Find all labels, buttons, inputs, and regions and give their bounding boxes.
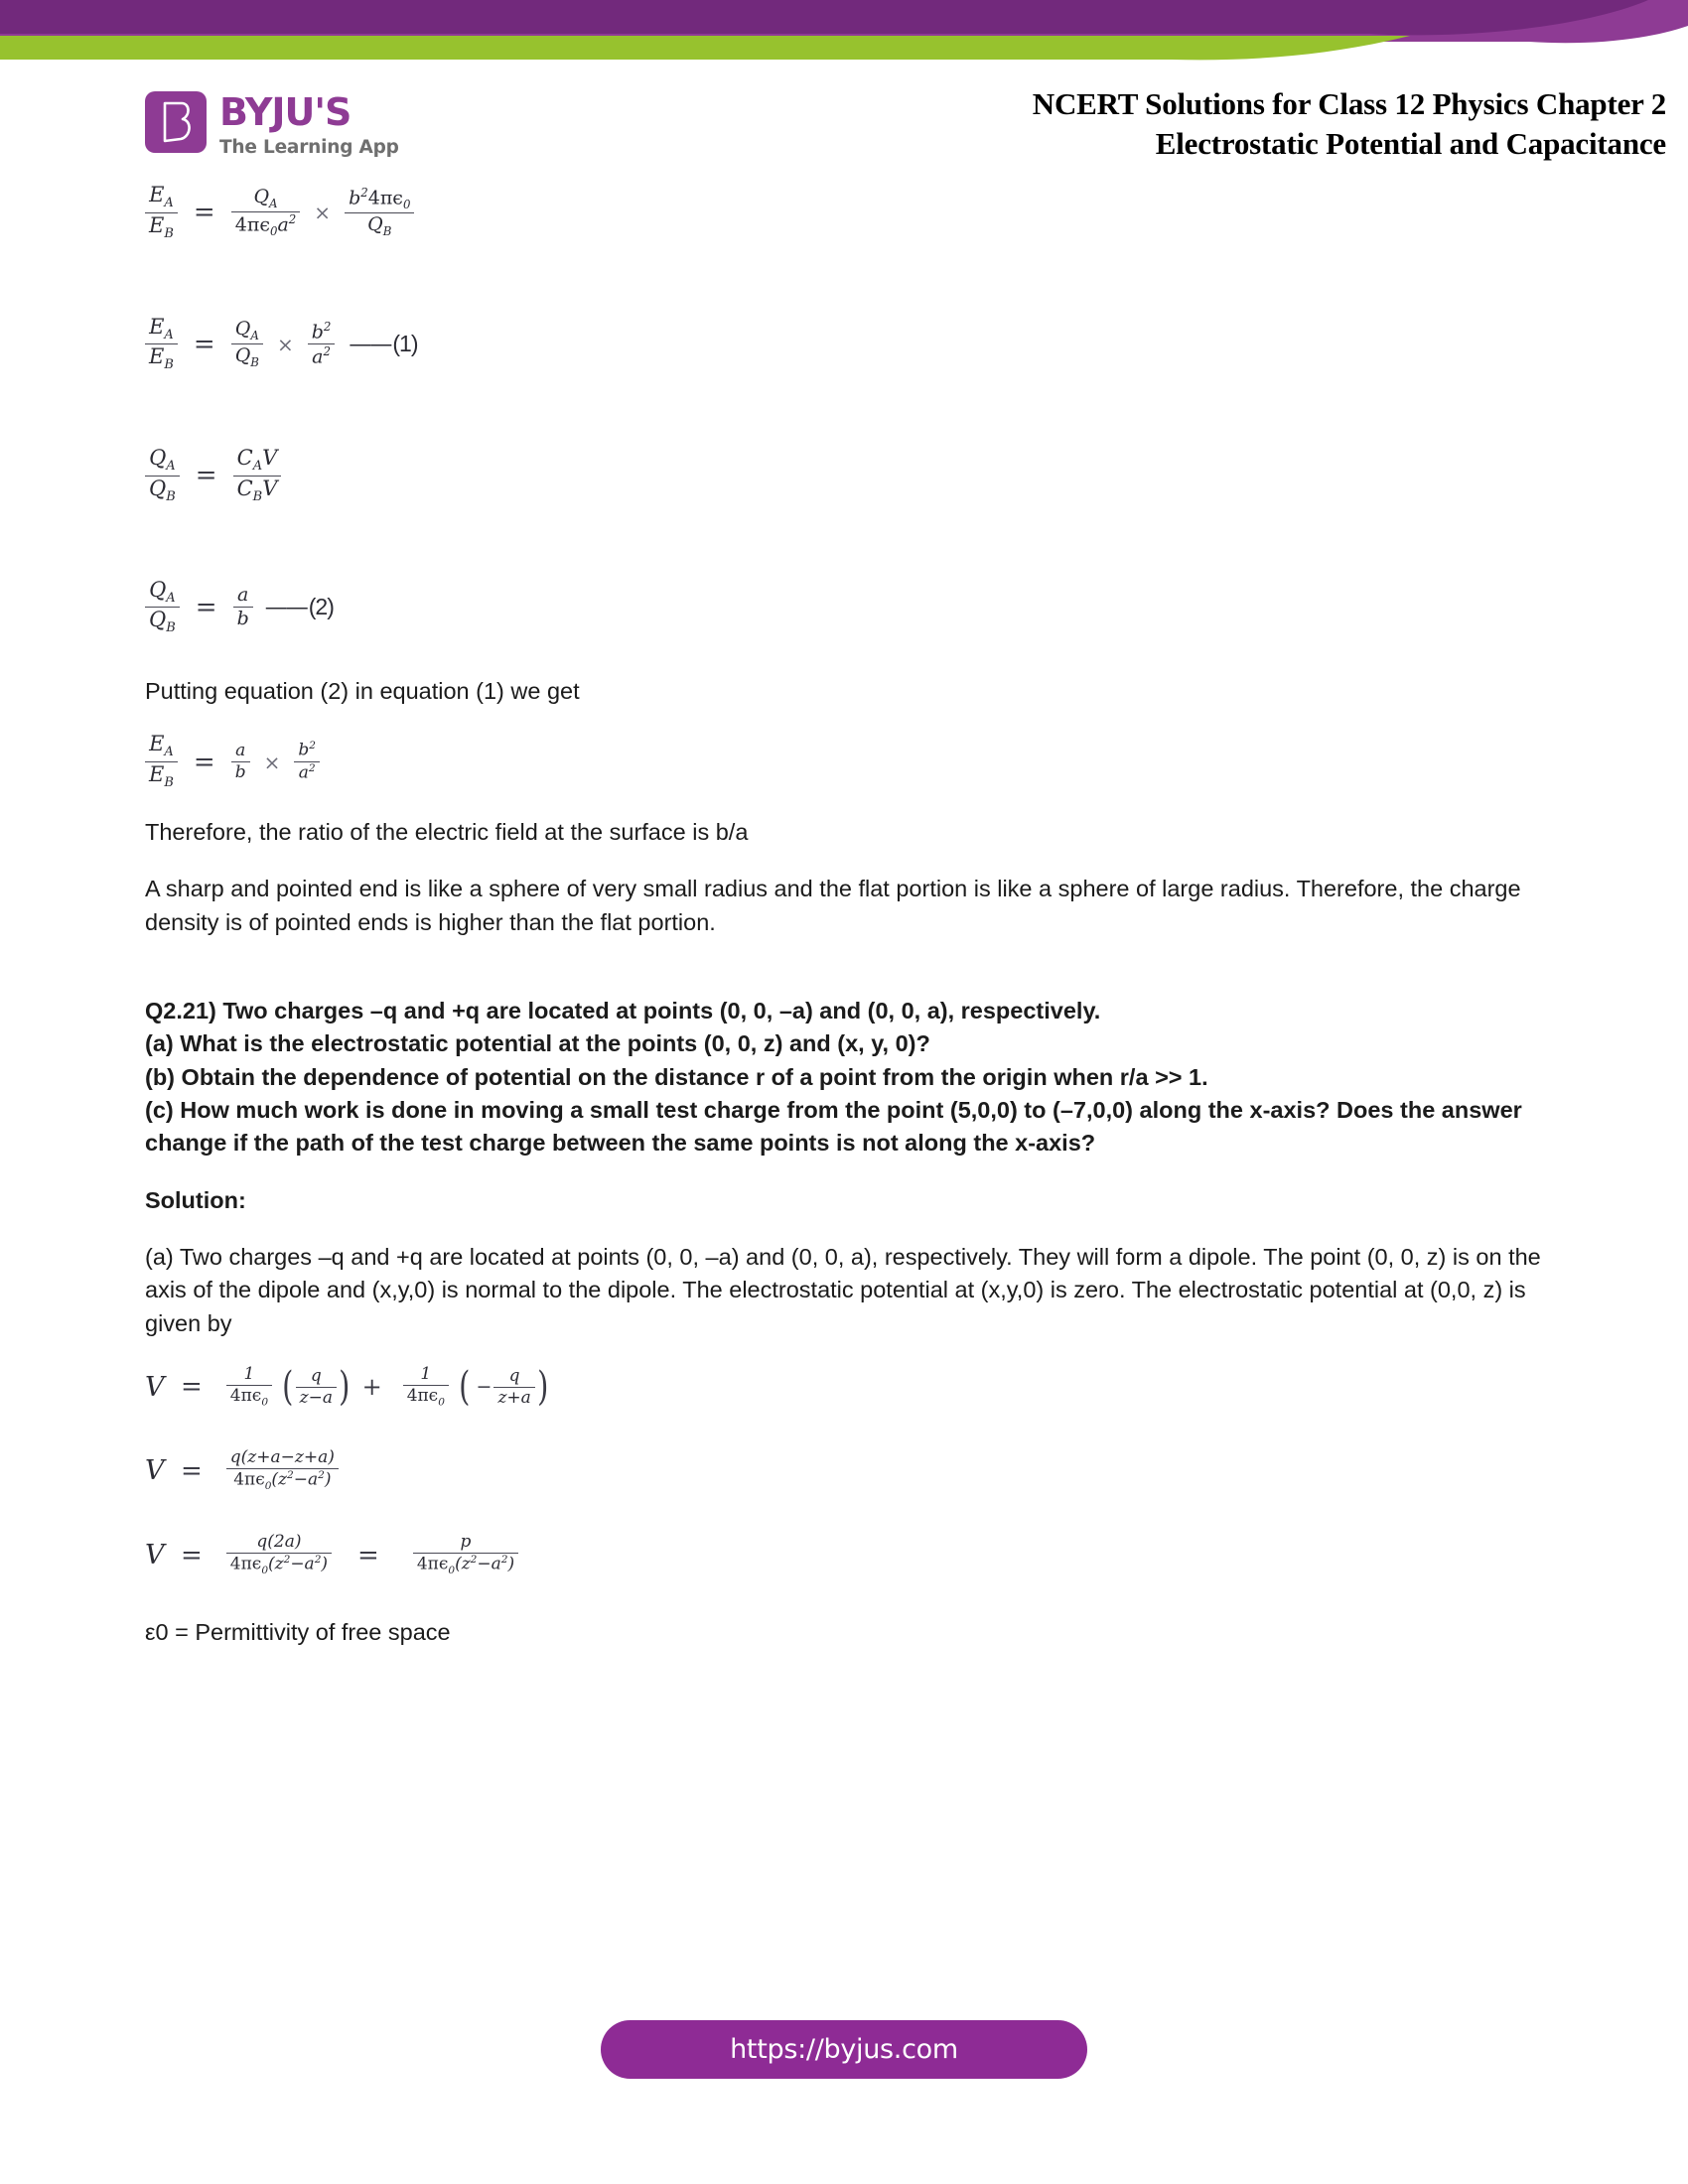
equation-2-tag: (2)	[308, 594, 334, 620]
equation-final-ratio: $\frac{E_A}{E_B}$ = $\frac{a}{b}$ × $\frac{b^2}{a^2}$	[145, 732, 1545, 792]
logo-tagline: The Learning App	[219, 137, 399, 158]
banner-shapes	[0, 0, 1688, 64]
banner-green-bar	[0, 36, 1410, 60]
byjus-logo	[145, 91, 399, 158]
logo-wordmark: BYJU'S	[219, 90, 352, 134]
equation-2-dashes: ——	[264, 594, 307, 620]
sharp-pointed-text: A sharp and pointed end is like a sphere of very small radius and the flat portion is like a sphere of large radius. Therefore, the charge density is of pointed ends is higher than the flat portion.	[145, 876, 1521, 935]
equation-charge-capacitance: $\frac{Q_A}{Q_B}$ = $\frac{C_AV}{C_BV}$	[145, 446, 1545, 506]
document-body	[145, 183, 1545, 1650]
equation-1: $\frac{E_A}{E_B}$ = $\frac{Q_A}{Q_B}$ × $\frac{b^2}{a^2}$ —— (1)	[145, 315, 1545, 375]
page-footer	[0, 2020, 1688, 2079]
permittivity-note: ε0 = Permittivity of free space	[145, 1619, 451, 1646]
question-line-4: (c) How much work is done in moving a small test charge from the point (5,0,0) to (–7,0,0) along the x-axis? Does the answer change if the path of the test charge between the same points is not along the x-axis?	[145, 1097, 1522, 1157]
banner-purple-front	[0, 0, 1648, 35]
equation-potential-2: V = $\frac{q(z+a-z+a)}{4\pi\epsilon_0(z^2-a^2)}$	[145, 1447, 1545, 1494]
therefore-ratio-text: Therefore, the ratio of the electric field at the surface is b/a	[145, 818, 749, 845]
question-line-3: (b) Obtain the dependence of potential on the distance r of a point from the origin when r/a >> 1.	[145, 1063, 1208, 1090]
equation-1-tag: (1)	[392, 331, 418, 357]
equation-potential-1: V = $\frac{1}{4\pi\epsilon_0}$ ( $\frac{q}{z-a}$ ) + $\frac{1}{4\pi\epsilon_0}$ ( − $\frac{q}{z+a}$ )	[145, 1364, 549, 1411]
page-header	[0, 64, 1688, 183]
question-block	[145, 995, 1545, 1160]
byjus-url-button[interactable]: https://byjus.com	[601, 2020, 1087, 2079]
equation-field-ratio-full: $\frac{E_A}{E_B}$ = $\frac{Q_A}{4\pi\epsilon_0a^2}$ × $\frac{b^24\pi\epsilon_0}{Q_B}$	[145, 183, 1545, 243]
top-banner	[0, 0, 1688, 64]
equation-potential-3: V = $\frac{q(2a)}{4\pi\epsilon_0(z^2-a^2)}$ = $\frac{p}{4\pi\epsilon_0(z^2-a^2)}$	[145, 1532, 1545, 1578]
solution-label: Solution:	[145, 1186, 246, 1213]
byjus-logo-mark-icon	[145, 91, 207, 153]
page-title	[1033, 84, 1666, 163]
solution-part-a-text: (a) Two charges –q and +q are located at points (0, 0, –a) and (0, 0, a), respectively. They will form a dipole. The point (0, 0, z) is on the axis of the dipole and (x,y,0) is normal to the dipole. The electrostatic potential at (x,y,0) is zero. The electrostatic potential at (0,0, z) is given by	[145, 1244, 1541, 1336]
question-line-2: (a) What is the electrostatic potential at the points (0, 0, z) and (x, y, 0)?	[145, 1030, 930, 1057]
equation-1-dashes: ——	[349, 331, 391, 357]
equation-2: $\frac{Q_A}{Q_B}$ = $\frac{a}{b}$ —— (2)	[145, 578, 1545, 638]
putting-equation-text: Putting equation (2) in equation (1) we get	[145, 678, 580, 704]
question-line-1: Q2.21) Two charges –q and +q are located at points (0, 0, –a) and (0, 0, a), respectively.	[145, 997, 1101, 1024]
page-title-line1: NCERT Solutions for Class 12 Physics Chapter 2	[1032, 86, 1666, 121]
page-title-line2: Electrostatic Potential and Capacitance	[1155, 125, 1666, 161]
